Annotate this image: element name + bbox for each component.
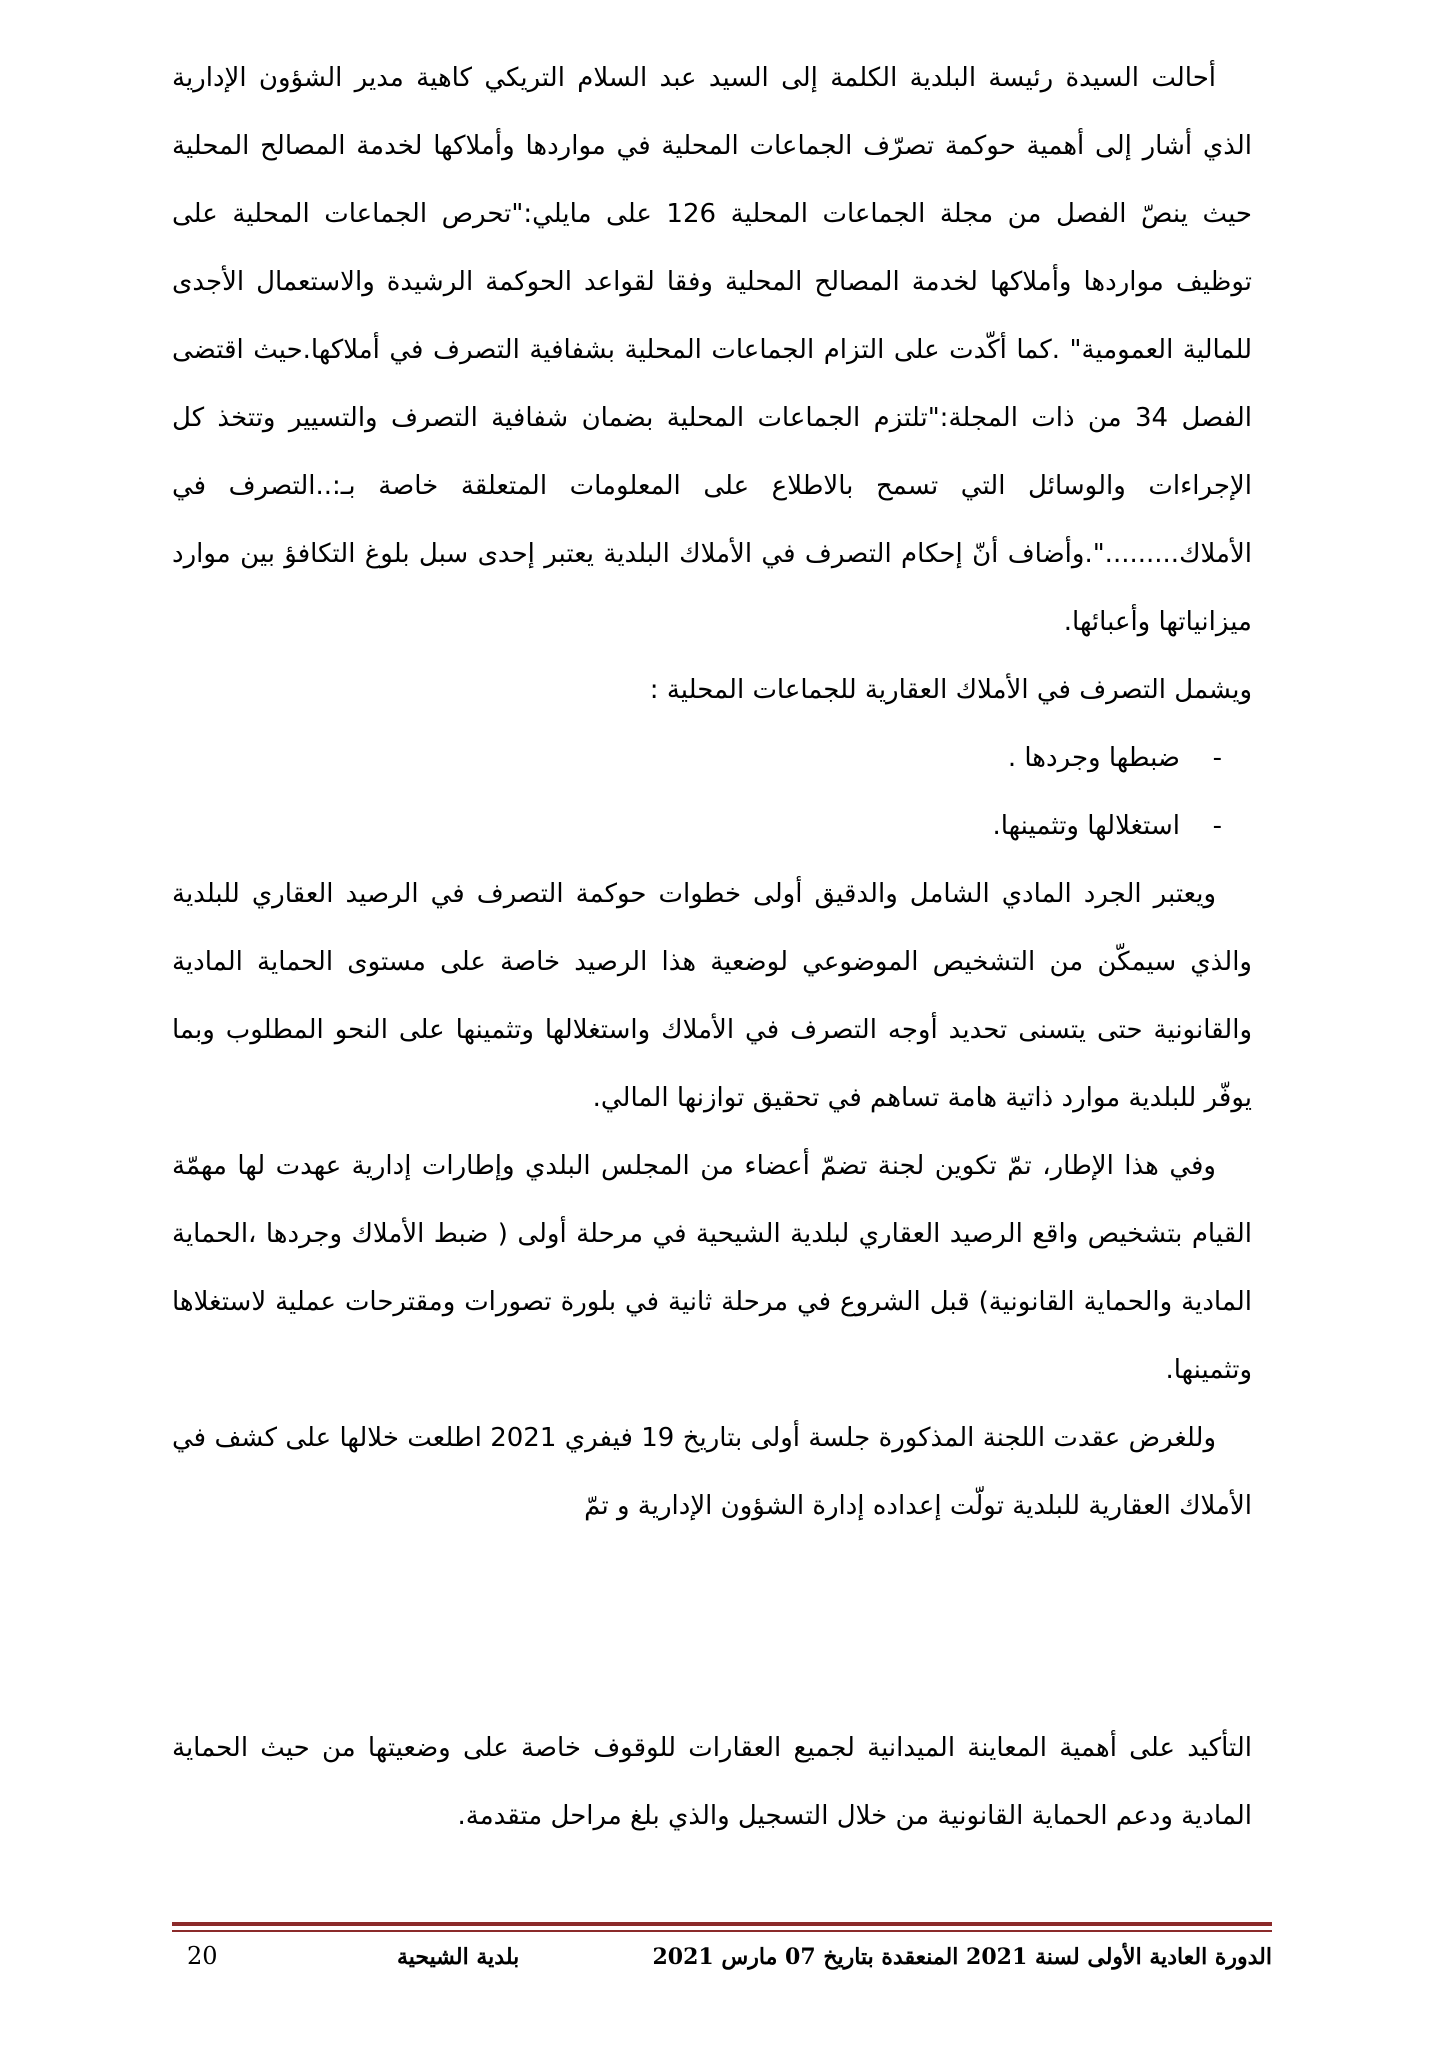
bullet-item-2: - استغلالها وتثمينها.: [172, 792, 1222, 860]
footer-session-title: الدورة العادية الأولى لسنة 2021 المنعقدة بتاريخ 07 مارس 2021: [652, 1944, 1272, 1970]
page-footer: [172, 1944, 1272, 1984]
paragraph-meeting: وللغرض عقدت اللجنة المذكورة جلسة أولى بتاريخ 19 فيفري 2021 اطلعت خلالها على كشف في الأملاك العقارية للبلدية تولّت إعداده إدارة الشؤون الإدارية و تمّ: [172, 1423, 1252, 1521]
page-number: 20: [187, 1942, 218, 1970]
bullet-list: [172, 724, 1252, 860]
footer-municipality: بلدية الشيحية: [397, 1944, 520, 1970]
body-text-top: [172, 44, 1252, 1540]
footer-rule: [172, 1922, 1272, 1926]
paragraph-scope: ويشمل التصرف في الأملاك العقارية للجماعات المحلية :: [649, 675, 1252, 705]
paragraph-intro: أحالت السيدة رئيسة البلدية الكلمة إلى السيد عبد السلام التريكي كاهية مدير الشؤون الإدارية الذي أشار إلى أهمية حوكمة تصرّف الجماعات المحلية في مواردها وأملاكها لخدمة المصالح المحلية حيث ينصّ الفصل من مجلة الجماعات المحلية 126 على مايلي:"تحرص الجماعات المحلية على توظيف مواردها وأملاكها لخدمة المصالح المحلية وفقا لقواعد الحوكمة الرشيدة والاستعمال الأجدى للمالية العمومية" .كما أكّدت على التزام الجماعات المحلية بشفافية التصرف في أملاكها.حيث اقتضى الفصل 34 من ذات المجلة:"تلتزم الجماعات المحلية بضمان شفافية التصرف والتسيير وتتخذ كل الإجراءات والوسائل التي تسمح بالاطلاع على المعلومات المتعلقة خاصة بـ:..التصرف في الأملاك.........".وأضاف أنّ إحكام التصرف في الأملاك البلدية يعتبر إحدى سبل بلوغ التكافؤ بين موارد ميزانياتها وأعبائها.: [172, 63, 1252, 637]
paragraph-inventory: ويعتبر الجرد المادي الشامل والدقيق أولى خطوات حوكمة التصرف في الرصيد العقاري للبلدية والذي سيمكّن من التشخيص الموضوعي لوضعية هذا الرصيد خاصة على مستوى الحماية المادية والقانونية حتى يتسنى تحديد أوجه التصرف في الأملاك واستغلالها وتثمينها على النحو المطلوب وبما يوفّر للبلدية موارد ذاتية هامة تساهم في تحقيق توازنها المالي.: [172, 879, 1252, 1113]
body-text-bottom: [172, 1714, 1252, 1850]
paragraph-field-inspection: التأكيد على أهمية المعاينة الميدانية لجميع العقارات للوقوف خاصة على وضعيتها من حيث الحماية المادية ودعم الحماية القانونية من خلال التسجيل والذي بلغ مراحل متقدمة.: [172, 1733, 1252, 1831]
bullet-item-1: - ضبطها وجردها .: [172, 724, 1222, 792]
paragraph-committee: وفي هذا الإطار، تمّ تكوين لجنة تضمّ أعضاء من المجلس البلدي وإطارات إدارية عهدت لها مهمّة القيام بتشخيص واقع الرصيد العقاري لبلدية الشيحية في مرحلة أولى ( ضبط الأملاك وجردها ،الحماية المادية والحماية القانونية) قبل الشروع في مرحلة ثانية في بلورة تصورات ومقترحات عملية لاستغلاها وتثمينها.: [172, 1151, 1252, 1385]
footer-rule-thin: [172, 1930, 1272, 1932]
